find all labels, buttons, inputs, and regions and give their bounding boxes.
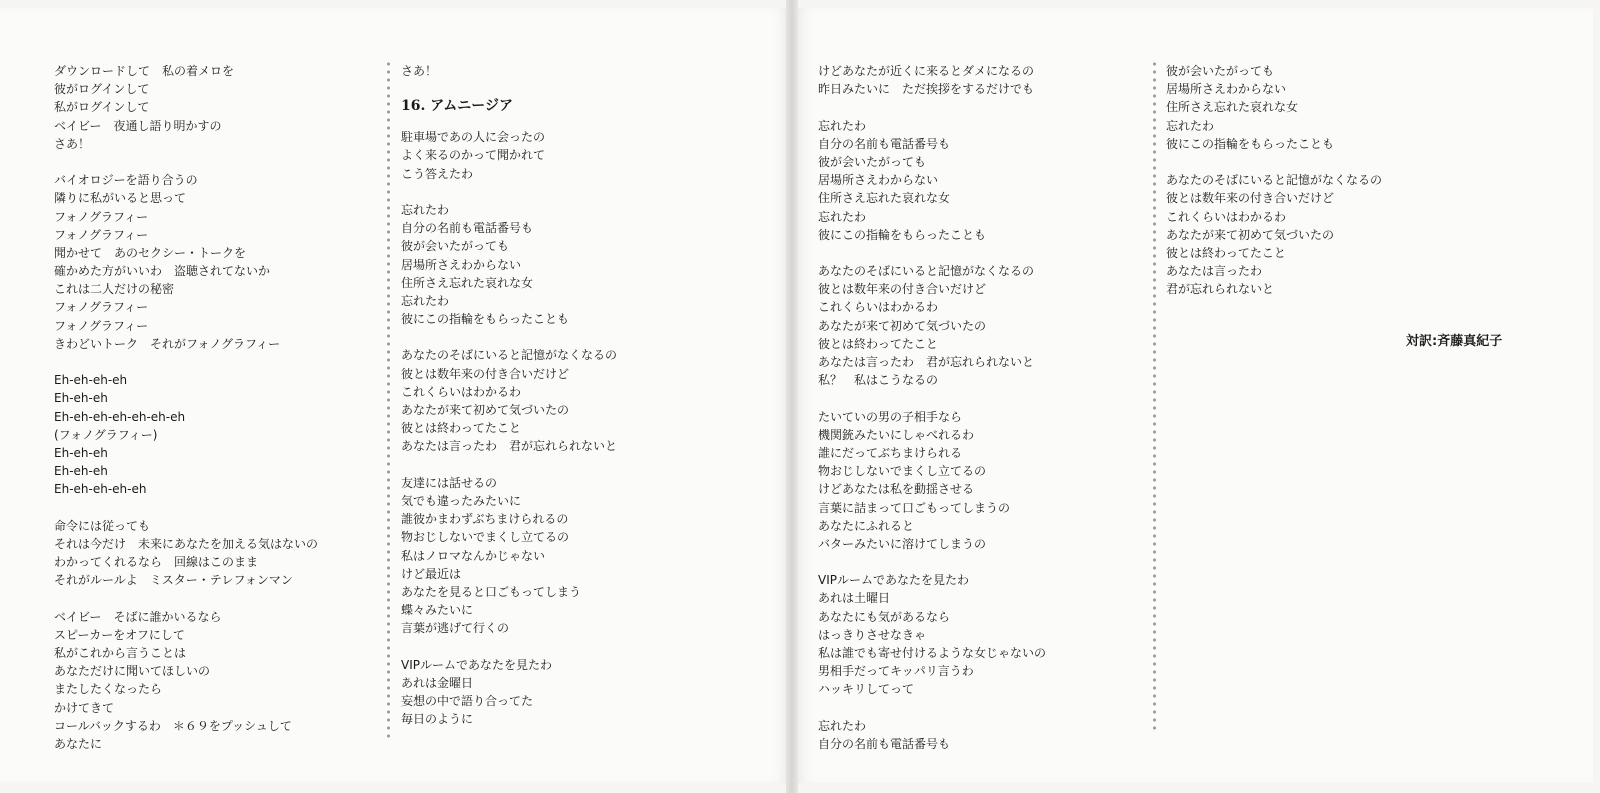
stanza-break bbox=[818, 699, 1046, 717]
lyric-line: フォノグラフィー bbox=[54, 318, 149, 333]
lyric-line: かけてきて bbox=[54, 700, 115, 715]
stanza-break bbox=[401, 456, 617, 474]
lyric-line: はっきりさせなきゃ bbox=[818, 627, 927, 642]
lyric-line: 居場所さえわからない bbox=[818, 173, 939, 188]
lyrics-column-1 bbox=[54, 62, 318, 753]
lyric-line: これくらいはわかるわ bbox=[818, 300, 939, 315]
lyric-line: フォノグラフィー bbox=[54, 300, 149, 315]
lyric-line: 彼が会いたがっても bbox=[401, 239, 510, 254]
lyric-line: さあ！ bbox=[54, 136, 91, 151]
lyric-line: あれは土曜日 bbox=[818, 591, 891, 606]
lyric-line: 気でも違ったみたいに bbox=[401, 493, 522, 508]
lyric-line: あれは金曜日 bbox=[401, 675, 474, 690]
lyric-line: 彼にこの指輪をもらったことも bbox=[818, 227, 987, 242]
stanza-break bbox=[1166, 153, 1382, 171]
lyric-line: たいていの男の子相手なら bbox=[818, 409, 963, 424]
lyric-line: こう答えたわ bbox=[401, 166, 474, 181]
lyric-line: ベイビー 夜通し語り明かすの bbox=[54, 118, 222, 133]
lyric-line: Eh-eh-eh bbox=[54, 464, 108, 479]
lyric-line: あなたのそばにいると記憶がなくなるの bbox=[818, 264, 1035, 279]
lyric-line: 居場所さえわからない bbox=[401, 257, 522, 272]
lyrics-column-3 bbox=[818, 62, 1046, 753]
lyric-line: あなただけに聞いてほしいの bbox=[54, 664, 211, 679]
lyric-line: ダウンロードして 私の着メロを bbox=[54, 64, 235, 78]
lyric-line: 命令には従っても bbox=[54, 518, 151, 533]
lyric-line: 言葉が逃げて行くの bbox=[401, 621, 510, 636]
song-title: 16. アムニージア bbox=[401, 98, 513, 115]
lyric-line: これくらいはわかるわ bbox=[401, 384, 522, 399]
translator-credit: 対訳:斉藤真紀子 bbox=[1406, 334, 1503, 349]
lyric-line: 忘れたわ bbox=[818, 118, 867, 133]
lyric-line: ハッキリしてって bbox=[818, 682, 915, 697]
lyric-line: バイオロジーを語り合うの bbox=[54, 173, 198, 188]
lyric-line: 物おじしないでまくし立てるの bbox=[818, 464, 987, 479]
lyric-line: 自分の名前も電話番号も bbox=[818, 736, 951, 751]
stanza-break bbox=[818, 389, 1046, 407]
lyric-line: けどあなたは私を動揺させる bbox=[818, 482, 975, 497]
lyric-line: あなたにふれると bbox=[818, 518, 915, 533]
stanza-break bbox=[401, 637, 617, 655]
lyric-line: さあ！ bbox=[401, 64, 438, 78]
lyric-line: フォノグラフィー bbox=[54, 227, 149, 242]
lyric-line: 隣りに私がいると思って bbox=[54, 191, 187, 206]
lyric-line: 忘れたわ bbox=[818, 718, 867, 733]
lyric-line: わかってくれるなら 回線はこのまま bbox=[54, 555, 259, 570]
lyric-line: けどあなたが近くに来るとダメになるの bbox=[818, 64, 1035, 78]
lyric-line: あなたが来て初めて気づいたの bbox=[401, 403, 570, 417]
lyric-line: 私？ 私はこうなるの bbox=[818, 373, 939, 388]
stanza-break bbox=[818, 98, 1046, 116]
lyric-line: 昨日みたいに ただ挨拶をするだけでも bbox=[818, 82, 1035, 97]
lyric-line: 住所さえ忘れた哀れな女 bbox=[818, 191, 951, 206]
lyric-line: 聞かせて あのセクシー・トークを bbox=[54, 245, 247, 260]
lyric-line: 自分の名前も電話番号も bbox=[818, 136, 951, 151]
lyric-line: 自分の名前も電話番号も bbox=[401, 221, 534, 236]
lyric-line: バターみたいに溶けてしまうの bbox=[818, 536, 987, 551]
lyric-line: 彼とは数年来の付き合いだけど bbox=[401, 366, 570, 381]
lyric-line: 駐車場であの人に会ったの bbox=[401, 130, 546, 145]
lyric-line: Eh-eh-eh-eh-eh-eh-eh bbox=[54, 409, 186, 424]
lyric-line: 彼にこの指輪をもらったことも bbox=[401, 312, 570, 327]
lyric-line: 私は誰でも寄せ付けるような女じゃないの bbox=[818, 646, 1047, 660]
lyric-line: 忘れたわ bbox=[401, 293, 450, 308]
lyric-line: 彼とは終わってたこと bbox=[818, 336, 938, 351]
lyric-line: 誰にだってぶちまけられる bbox=[818, 445, 963, 460]
lyric-line: (フォノグラフィー) bbox=[54, 427, 158, 442]
lyric-line: スピーカーをオフにして bbox=[54, 627, 185, 642]
lyric-line: ベイビー そばに誰かいるなら bbox=[54, 609, 222, 624]
lyric-line: 忘れたわ bbox=[818, 209, 867, 224]
lyric-line: あなたにも気があるなら bbox=[818, 609, 951, 624]
lyric-line: 私はノロマなんかじゃない bbox=[401, 548, 546, 563]
lyric-line: あなたを見ると口ごもってしまう bbox=[401, 584, 582, 599]
lyric-line: 忘れたわ bbox=[401, 202, 450, 217]
lyric-line: 住所さえ忘れた哀れな女 bbox=[1166, 100, 1299, 115]
lyric-line: 忘れたわ bbox=[1166, 118, 1215, 133]
lyric-line: よく来るのかって聞かれて bbox=[401, 148, 546, 163]
stanza-break bbox=[401, 183, 617, 201]
dotted-divider bbox=[1152, 60, 1157, 732]
lyric-line: けど最近は bbox=[401, 566, 462, 581]
stanza-break bbox=[54, 353, 318, 371]
lyric-line: きわどいトーク それがフォノグラフィー bbox=[54, 336, 281, 351]
lyric-line: 物おじしないでまくし立てるの bbox=[401, 530, 570, 545]
lyric-line: 誰彼かまわずぶちまけられるの bbox=[401, 512, 569, 527]
lyrics-column-2 bbox=[401, 62, 617, 728]
lyric-line: VIPルームであなたを見たわ bbox=[401, 657, 552, 672]
lyric-line: 彼がログインして bbox=[54, 82, 150, 97]
lyric-line: 彼にこの指輪をもらったことも bbox=[1166, 136, 1335, 151]
lyric-line: あなたに bbox=[54, 736, 103, 751]
lyric-line: コールバックするわ ＊６９をプッシュして bbox=[54, 718, 292, 733]
lyric-line: あなたのそばにいると記憶がなくなるの bbox=[1166, 173, 1383, 188]
lyric-line: 毎日のように bbox=[401, 712, 474, 727]
lyric-line: フォノグラフィー bbox=[54, 209, 149, 224]
lyric-line: 機関銃みたいにしゃべれるわ bbox=[818, 427, 975, 442]
dotted-divider bbox=[386, 60, 391, 740]
lyric-line: Eh-eh-eh bbox=[54, 391, 108, 406]
lyric-line: 彼とは終わってたこと bbox=[1166, 245, 1286, 260]
lyric-line: 彼とは数年来の付き合いだけど bbox=[1166, 191, 1335, 206]
lyric-line: これくらいはわかるわ bbox=[1166, 209, 1287, 224]
lyric-line: それがルールよ ミスター・テレフォンマン bbox=[54, 573, 293, 588]
lyric-line: あなたのそばにいると記憶がなくなるの bbox=[401, 348, 618, 363]
lyric-line: 彼とは終わってたこと bbox=[401, 421, 521, 436]
lyric-line: 彼が会いたがっても bbox=[818, 154, 927, 169]
lyric-line: 確かめた方がいいわ 盗聴されてないか bbox=[54, 264, 271, 279]
lyric-line: 言葉に詰まって口ごもってしまうの bbox=[818, 500, 1011, 515]
lyric-line: それは今だけ 未来にあなたを加える気はないの bbox=[54, 536, 319, 551]
lyric-line: 彼とは数年来の付き合いだけど bbox=[818, 282, 987, 297]
lyric-line: 私がログインして bbox=[54, 100, 150, 115]
stanza-break bbox=[54, 499, 318, 517]
lyric-line: あなたは言ったわ 君が忘れられないと bbox=[401, 439, 618, 454]
stanza-break bbox=[54, 589, 318, 607]
stanza-break bbox=[818, 244, 1046, 262]
lyric-line: VIPルームであなたを見たわ bbox=[818, 573, 969, 588]
lyric-line: 蝶々みたいに bbox=[401, 603, 474, 618]
lyric-line: 男相手だってキッパリ言うわ bbox=[818, 664, 974, 679]
stanza-break bbox=[818, 553, 1046, 571]
lyric-line: 私がこれから言うことは bbox=[54, 646, 187, 660]
lyric-line: あなたは言ったわ bbox=[1166, 264, 1263, 279]
lyric-line: あなたは言ったわ 君が忘れられないと bbox=[818, 355, 1035, 369]
lyric-line: あなたが来て初めて気づいたの bbox=[1166, 227, 1335, 242]
lyric-line: またしたくなったら bbox=[54, 682, 163, 697]
lyric-line: 友達には話せるの bbox=[401, 475, 498, 490]
lyric-line: あなたが来て初めて気づいたの bbox=[818, 318, 987, 333]
lyric-line: 妄想の中で語り合ってた bbox=[401, 694, 534, 708]
lyric-line: Eh-eh-eh-eh bbox=[54, 373, 128, 388]
lyric-line: Eh-eh-eh bbox=[54, 445, 108, 460]
lyrics-column-4 bbox=[1166, 62, 1382, 298]
lyric-line: 彼が会いたがっても bbox=[1166, 64, 1275, 78]
lyric-line: Eh-eh-eh-eh-eh bbox=[54, 482, 147, 497]
stanza-break bbox=[401, 328, 617, 346]
page-gutter bbox=[786, 0, 798, 793]
stanza-break bbox=[54, 153, 318, 171]
lyric-line: 居場所さえわからない bbox=[1166, 82, 1287, 97]
lyric-line: これは二人だけの秘密 bbox=[54, 282, 175, 297]
lyric-line: 住所さえ忘れた哀れな女 bbox=[401, 275, 534, 290]
lyric-line: 君が忘れられないと bbox=[1166, 282, 1275, 297]
